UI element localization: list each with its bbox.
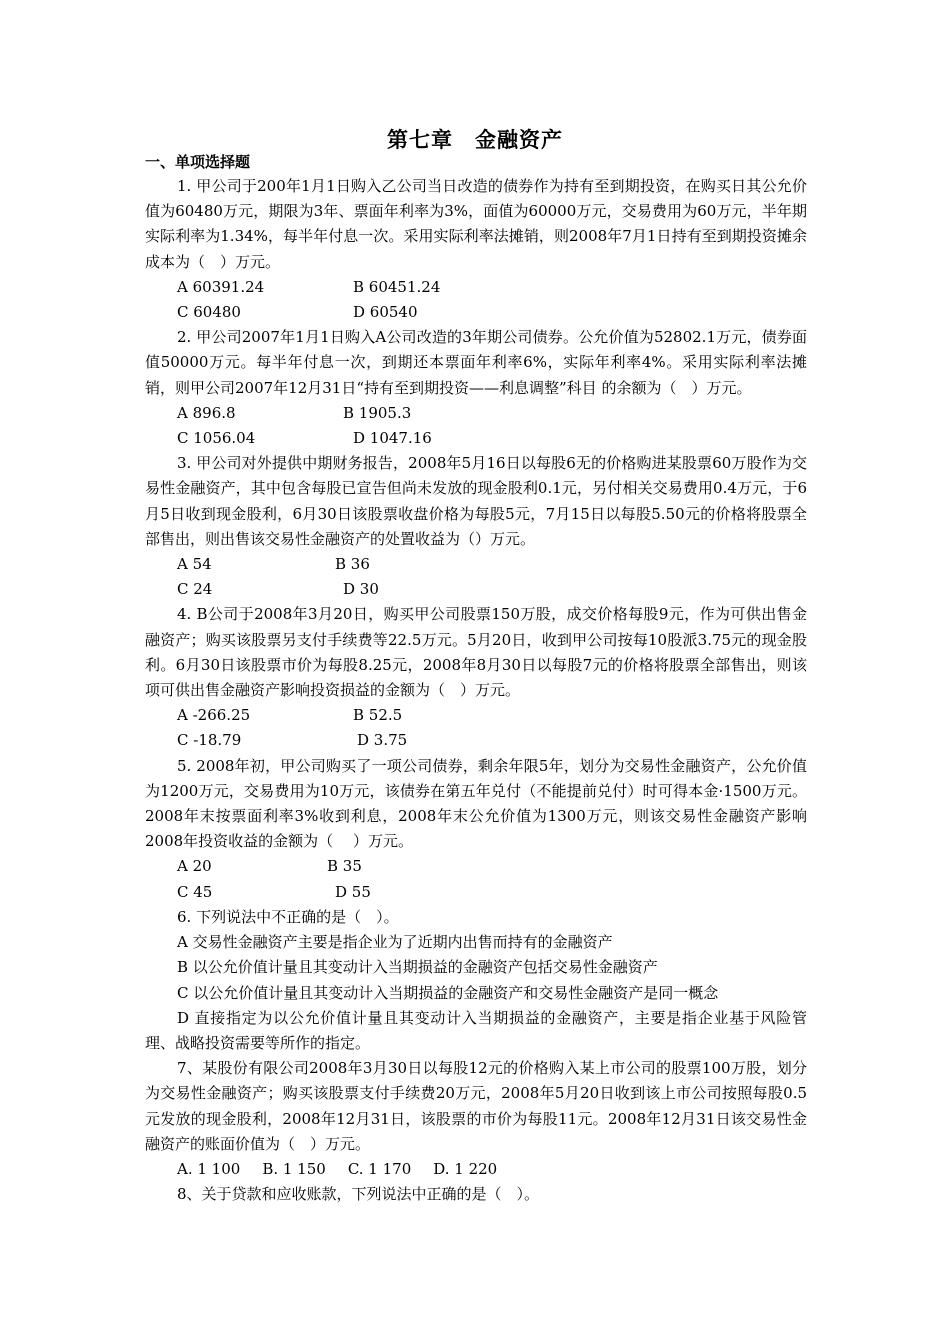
question-list [145, 174, 807, 1207]
question-6-text: 6. 下列说法中不正确的是（ ）。 [177, 907, 399, 926]
option-a: A 60391.24 [177, 277, 265, 296]
question-7-text: 7、某股份有限公司2008年3月30日以每股12元的价格购入某上市公司的股票100万股，划分为交易性金融资产；购买该股票支付手续费20万元，2008年5月20日收到该上市公司按照每股0.5元发放的现金股利，2008年12月31日，该股票的市价为每股11元。2008年12月31日该交易性金融资产的账面价值为（ ）万元。 [145, 1059, 807, 1153]
option-c: C 1056.04 [177, 429, 256, 448]
option-b: B. 1 150 [262, 1159, 326, 1178]
question-1-options-row-1 [145, 275, 807, 300]
option-b: B 36 [335, 555, 370, 574]
option-c: C 60480 [177, 303, 241, 322]
chapter-title [0, 124, 950, 154]
question-5-options-row-2 [145, 880, 807, 905]
option-d: D 30 [343, 580, 379, 599]
question-6-option-b: B 以公允价值计量且其变动计入当期损益的金融资产包括交易性金融资产 [177, 958, 658, 977]
option-b: B 52.5 [353, 706, 403, 725]
option-d: D 55 [335, 882, 371, 901]
question-6-option-d: D 直接指定为以公允价值计量且其变动计入当期损益的金融资产，主要是指企业基于风险管理、战略投资需要等所作的指定。 [145, 1008, 807, 1052]
question-1-text: 1. 甲公司于200年1月1日购入乙公司当日改造的债券作为持有至到期投资，在购买日其公允价值为60480万元，期限为3年、票面年利率为3%，面值为60000万元，交易费用为60万元，半年期实际利率为1.34%，每半年付息一次。采用实际利率法摊销，则2008年7月1日持有至到期投资摊余成本为（ ）万元。 [145, 177, 807, 271]
question-4-text: 4. B公司于2008年3月20日，购买甲公司股票150万股，成交价格每股9元，作为可供出售金融资产；购买该股票另支付手续费等22.5万元。5月20日，收到甲公司按每10股派3.75元的现金股利。6月30日该股票市价为每股8.25元，2008年8月30日以每股7元的价格将股票全部售出，则该项可供出售金融资产影响投资损益的金额为（ ）万元。 [145, 605, 807, 700]
question-8-text: 8、关于贷款和应收账款，下列说法中正确的是（ ）。 [177, 1185, 540, 1204]
chapter-name: 金融资产 [475, 127, 563, 152]
option-b: B 1905.3 [343, 403, 412, 422]
option-a: A 20 [177, 857, 212, 876]
question-5-options-row-1 [145, 854, 807, 879]
option-a: A 54 [177, 555, 212, 574]
option-a: A -266.25 [177, 706, 251, 725]
question-5-text: 5. 2008年初，甲公司购买了一项公司债券，剩余年限5年，划分为交易性金融资产，公允价值为1200万元，交易费用为10万元，该债券在第五年兑付（不能提前兑付）时可得本金·1500万元。2008年末按票面利率3%收到利息，2008年末公允价值为1300万元，则该交易性金融资产影响2008年投资收益的金额为（ ）万元。 [145, 756, 807, 851]
question-3-options-row-2 [145, 577, 807, 602]
option-c: C. 1 170 [347, 1159, 412, 1178]
option-b: B 60451.24 [353, 277, 441, 296]
option-c: C -18.79 [177, 731, 242, 750]
option-d: D. 1 220 [433, 1159, 498, 1178]
option-d: D 1047.16 [353, 429, 432, 448]
question-2-options-row-2 [145, 426, 807, 451]
option-d: D 3.75 [357, 731, 408, 750]
option-a: A 896.8 [177, 403, 236, 422]
option-c: C 45 [177, 882, 213, 901]
section-heading: 一、单项选择题 [145, 153, 251, 171]
question-6-option-a: A 交易性金融资产主要是指企业为了近期内出售而持有的金融资产 [177, 933, 613, 952]
chapter-number: 第七章 [387, 127, 453, 152]
question-4-options-row-2 [145, 728, 807, 753]
question-3-text: 3. 甲公司对外提供中期财务报告，2008年5月16日以每股6无的价格购进某股票60万股作为交易性金融资产，其中包含每股已宣告但尚未发放的现金股利0.1元，另付相关交易费用0.4万元，于6月5日收到现金股利，6月30日该股票收盘价格为每股5元，7月15日以每股5.50元的价格将股票全部售出，则出售该交易性金融资产的处置收益为（）万元。 [145, 454, 807, 548]
option-a: A. 1 100 [177, 1159, 241, 1178]
question-3-options-row-1 [145, 552, 807, 577]
option-c: C 24 [177, 580, 213, 599]
question-4-options-row-1 [145, 703, 807, 728]
option-b: B 35 [327, 857, 362, 876]
question-7-options-row [145, 1157, 807, 1182]
question-2-options-row-1 [145, 401, 807, 426]
question-6-option-c: C 以公允价值计量且其变动计入当期损益的金融资产和交易性金融资产是同一概念 [177, 983, 719, 1002]
question-1-options-row-2 [145, 300, 807, 325]
question-2-text: 2. 甲公司2007年1月1日购入A公司改造的3年期公司债券。公允价值为52802.1万元，债券面值50000万元。每半年付息一次，到期还本票面年利率6%，实际年利率4%。采用实际利率法摊销，则甲公司2007年12月31日“持有至到期投资——利息调整”科目 的余额为（ ）万元。 [145, 328, 807, 397]
option-d: D 60540 [353, 303, 418, 322]
